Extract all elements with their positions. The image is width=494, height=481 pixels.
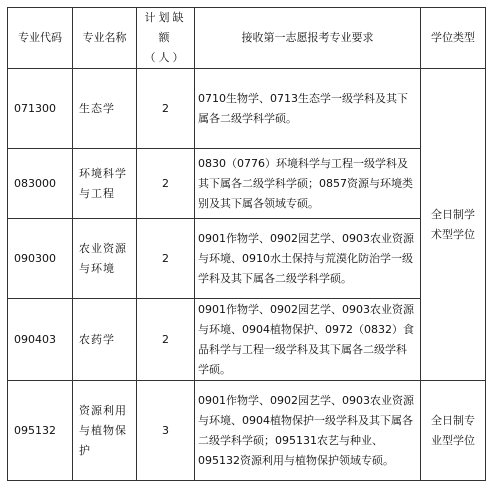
row-plan: 3: [137, 381, 195, 481]
row-requirement: 0830（0776）环境科学与工程一级学科及其下属各二级学科学硕；0857资源与环境类别及其下属各领域专硕。: [195, 149, 421, 219]
header-name: 专业名称: [73, 8, 137, 69]
header-degree-type: 学位类型: [421, 8, 486, 69]
row-code: 071300: [8, 69, 73, 149]
table-row: [8, 69, 486, 149]
table-row: [8, 299, 486, 381]
row-code: 083000: [8, 149, 73, 219]
row-code: 090403: [8, 299, 73, 381]
row-name: 资源利用与植物保护: [73, 381, 137, 481]
row-plan: 2: [137, 69, 195, 149]
table-row: [8, 219, 486, 299]
row-requirement: 0901作物学、0902园艺学、0903农业资源与环境、0910水土保持与荒漠化防治学一级学科及其下属各二级学科学硕。: [195, 219, 421, 299]
table-row: [8, 149, 486, 219]
degree-type-professional: 全日制专业型学位: [421, 381, 486, 481]
header-code: 专业代码: [8, 8, 73, 69]
row-name: 生态学: [73, 69, 137, 149]
row-requirement: 0901作物学、0902园艺学、0903农业资源与环境、0904植物保护、0972（0832）食品科学与工程一级学科及其下属各二级学科学硕。: [195, 299, 421, 381]
table-row: [8, 381, 486, 481]
table-header-row: [8, 8, 486, 69]
row-plan: 2: [137, 219, 195, 299]
header-plan: 计划缺额（人）: [137, 8, 195, 69]
admission-table: [7, 7, 486, 481]
degree-type-academic: 全日制学术型学位: [421, 69, 486, 381]
row-requirement: 0710生物学、0713生态学一级学科及其下属各二级学科学硕。: [195, 69, 421, 149]
header-requirement: 接收第一志愿报考专业要求: [195, 8, 421, 69]
row-name: 环境科学与工程: [73, 149, 137, 219]
row-plan: 2: [137, 149, 195, 219]
row-name: 农业资源与环境: [73, 219, 137, 299]
row-requirement: 0901作物学、0902园艺学、0903农业资源与环境、0904植物保护一级学科及其下属各二级学科学硕；095131农艺与种业、095132资源利用与植物保护领域专硕。: [195, 381, 421, 481]
row-code: 095132: [8, 381, 73, 481]
row-code: 090300: [8, 219, 73, 299]
row-plan: 2: [137, 299, 195, 381]
row-name: 农药学: [73, 299, 137, 381]
